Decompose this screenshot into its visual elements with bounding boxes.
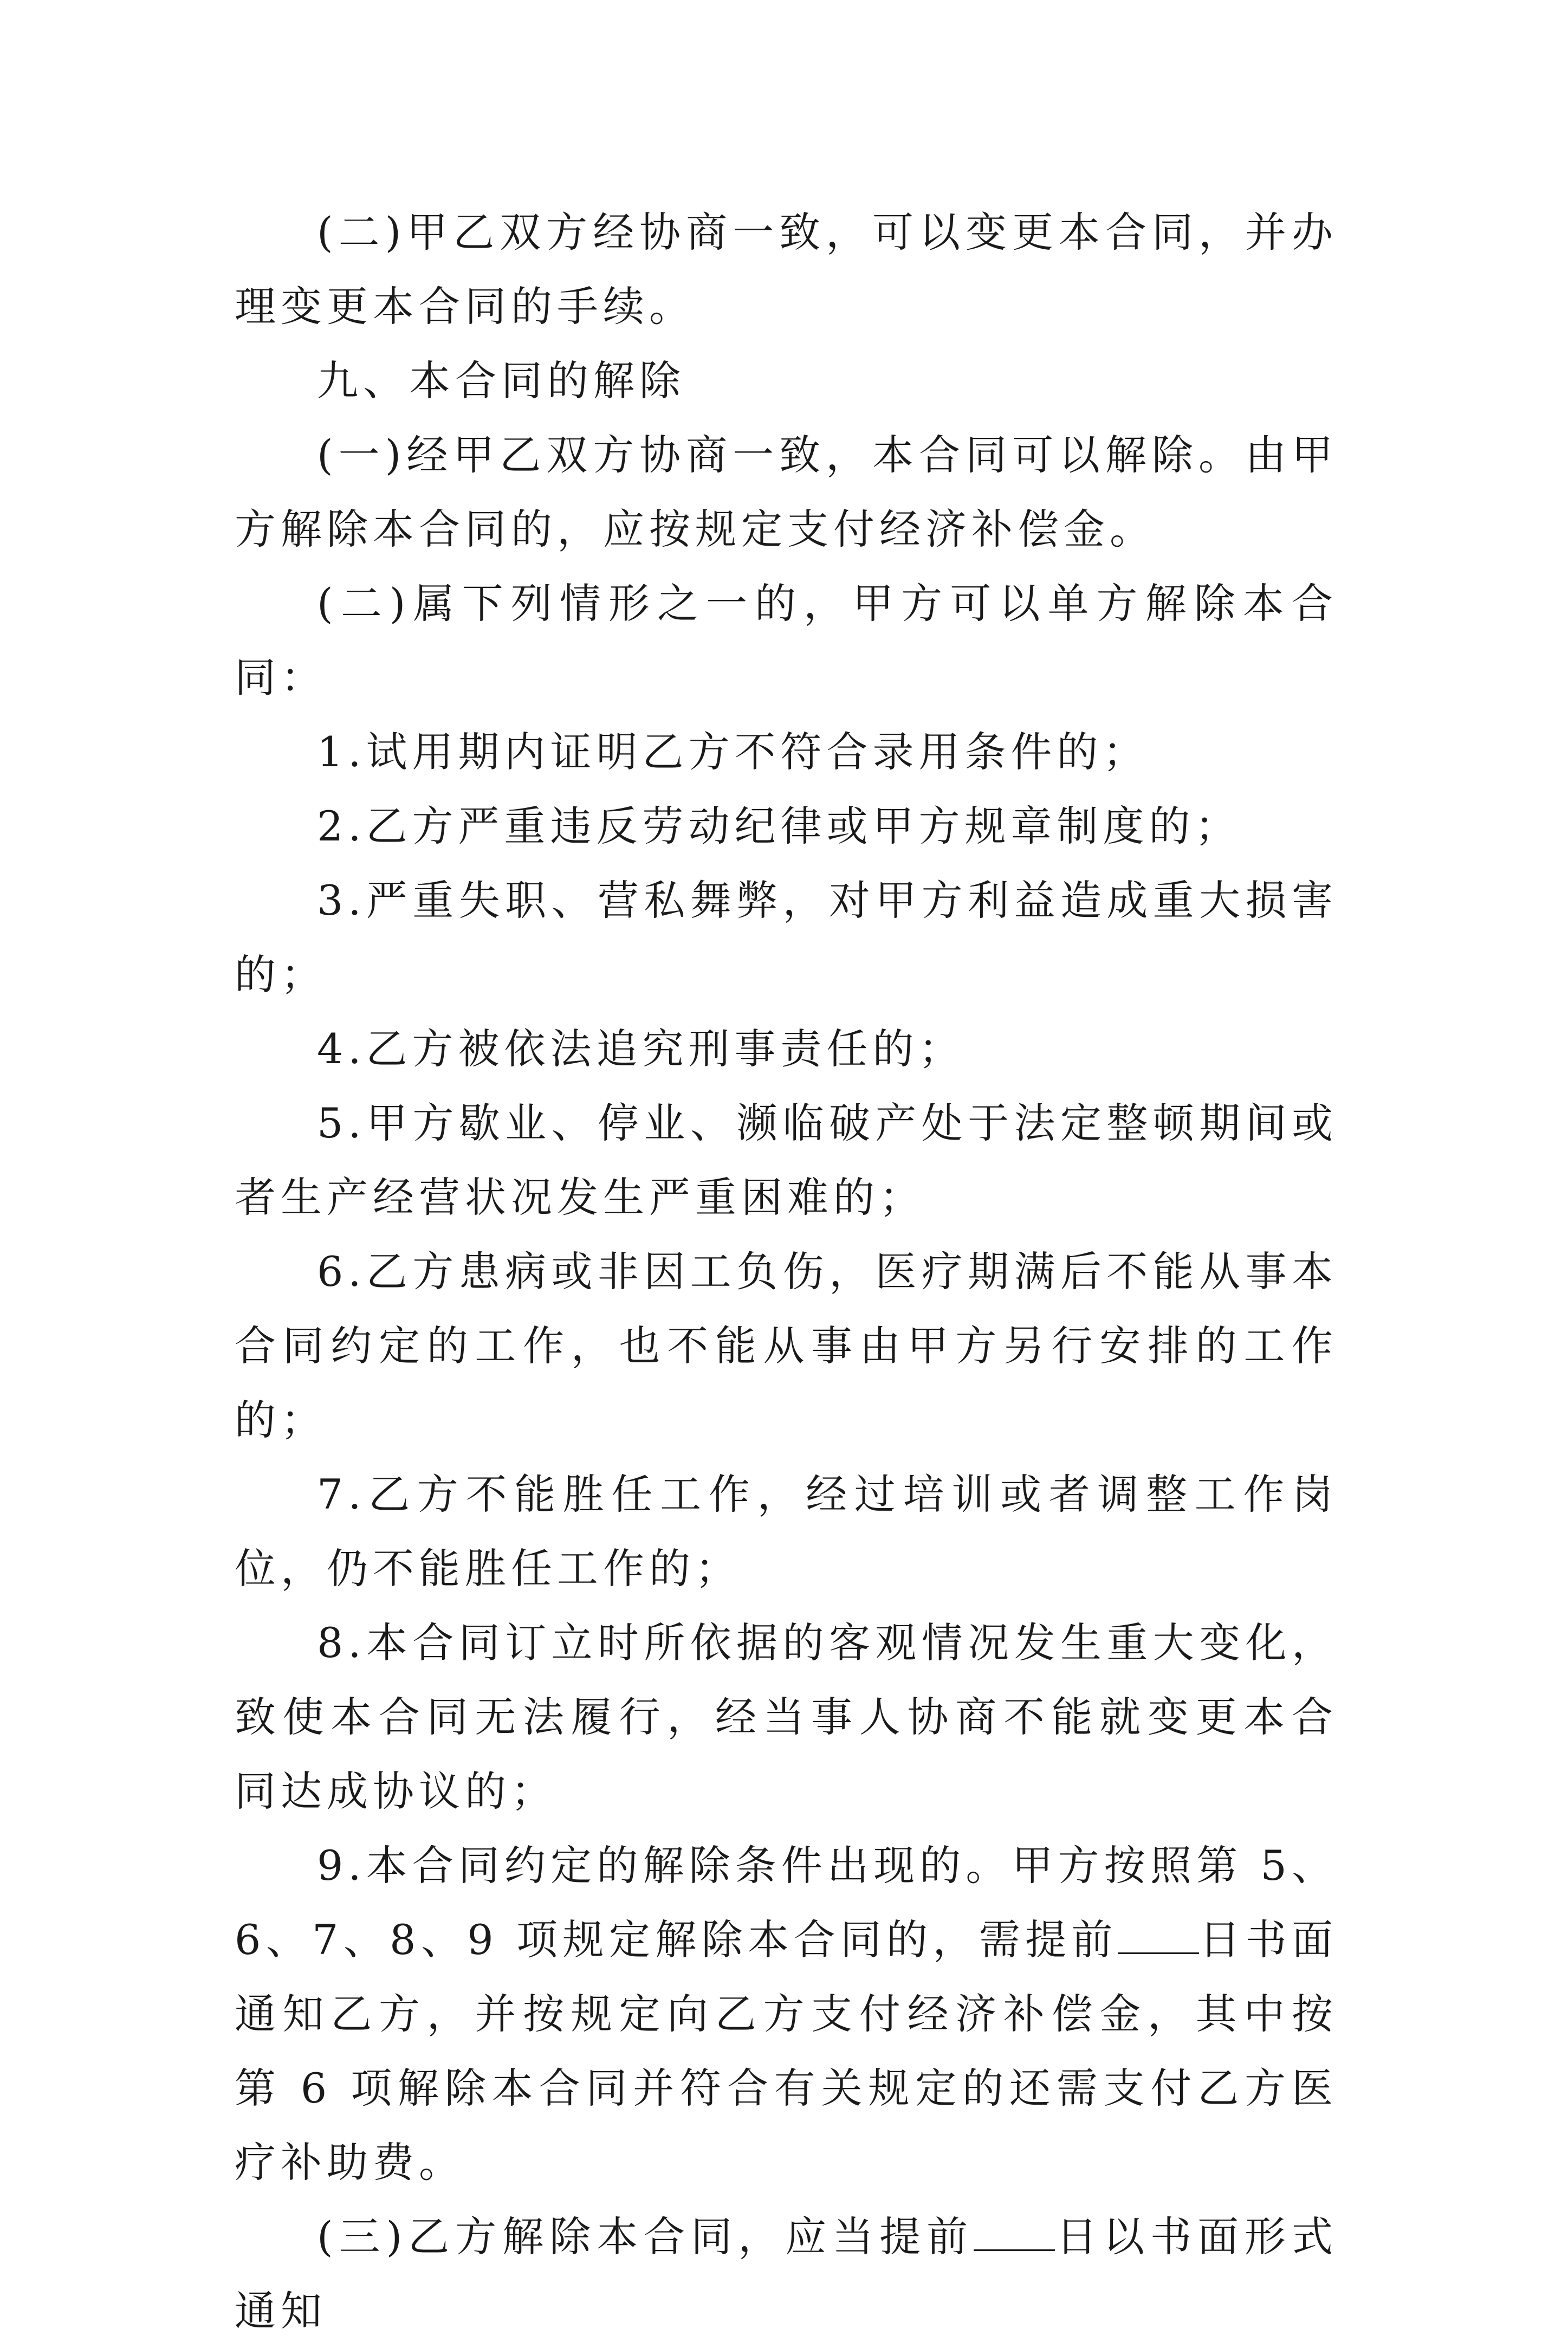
list-item-2: 2.乙方严重违反劳动纪律或甲方规章制度的；	[317, 802, 1241, 850]
document-body	[235, 195, 1338, 2348]
list-item-9	[235, 1828, 1338, 2200]
list-item-5: 5.甲方歇业、停业、濒临破产处于法定整顿期间或者生产经营状况发生严重困难的；	[235, 1099, 1338, 1221]
employee-termination-text-after: 日以书面形式通知	[235, 2213, 1338, 2335]
section-heading-termination: 九、本合同的解除	[317, 357, 685, 405]
fill-in-blank-notice-days[interactable]	[974, 2217, 1055, 2251]
list-item-1: 1.试用期内证明乙方不符合录用条件的；	[317, 728, 1149, 776]
list-item-3: 3.严重失职、营私舞弊，对甲方利益造成重大损害的；	[235, 876, 1338, 999]
list-item-7: 7.乙方不能胜任工作，经过培训或者调整工作岗位，仍不能胜任工作的；	[235, 1470, 1338, 1593]
paragraph-change-contract: (二)甲乙双方经协商一致，可以变更本合同，并办理变更本合同的手续。	[235, 208, 1338, 331]
list-item-8: 8.本合同订立时所依据的客观情况发生重大变化，致使本合同无法履行，经当事人协商不能就变更本合同达成协议的；	[235, 1619, 1338, 1815]
list-item-6: 6.乙方患病或非因工负伤，医疗期满后不能从事本合同约定的工作，也不能从事由甲方另行安排的工作的；	[235, 1247, 1338, 1444]
employee-termination-text-before: (三)乙方解除本合同，应当提前	[317, 2213, 974, 2261]
list-item-4: 4.乙方被依法追究刑事责任的；	[317, 1025, 965, 1073]
paragraph-mutual-termination: (一)经甲乙双方协商一致，本合同可以解除。由甲方解除本合同的，应按规定支付经济补偿金。	[235, 431, 1338, 553]
fill-in-blank-days[interactable]	[1118, 1920, 1199, 1954]
list-item-9-text-before: 9.本合同约定的解除条件出现的。甲方按照第 5、6、7、8、9 项规定解除本合同的，需提前	[235, 1841, 1338, 1964]
list-item-9-text-after: 日书面通知乙方，并按规定向乙方支付经济补偿金，其中按第 6 项解除本合同并符合有关规定的还需支付乙方医疗补助费。	[235, 1916, 1338, 2187]
paragraph-employee-termination	[235, 2200, 1338, 2348]
paragraph-unilateral-termination: (二)属下列情形之一的，甲方可以单方解除本合同：	[235, 579, 1338, 702]
